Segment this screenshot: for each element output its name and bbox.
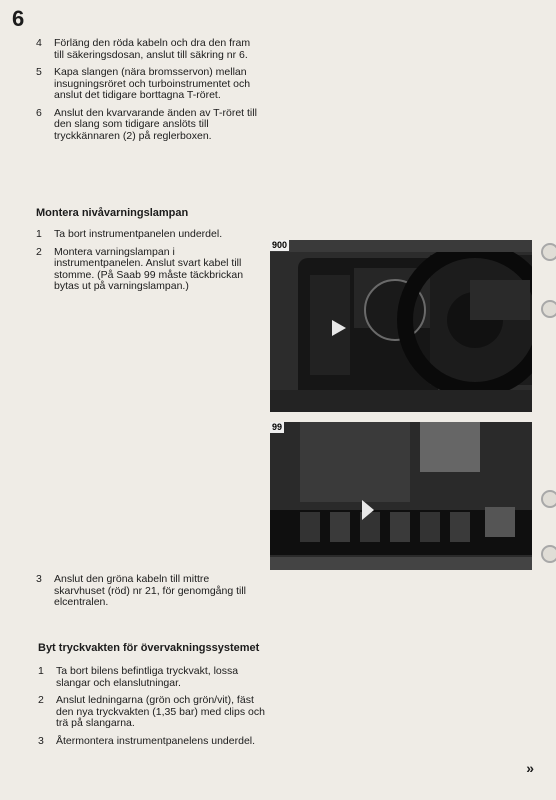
section1-steps	[36, 229, 262, 299]
list-item: 4 Förläng den röda kabeln och dra den fram till säkeringsdosan, anslut till säkring nr 6.	[36, 37, 251, 61]
photo-label-900: 900	[272, 240, 288, 250]
section-heading-pressure-switch: Byt tryckvakten för övervakningssystemet	[38, 642, 260, 654]
dashboard-photo-900	[270, 240, 532, 412]
binder-ring-icon	[541, 545, 556, 563]
photo-label-99: 99	[272, 422, 283, 432]
list-item: 2 Anslut ledningarna (grön och grön/vit), fäst den nya tryckvakten (1,35 bar) med clips och trä på slangarna.	[38, 694, 265, 729]
list-item: 3 Anslut den gröna kabeln till mittre skarvhuset (röd) nr 21, för genomgång till elcentralen.	[36, 573, 247, 608]
steps-top-list	[36, 38, 262, 148]
list-item: 2 Montera varningslampan i instrumentpanelen. Anslut svart kabel till stomme. (På Saab 99 måste täckbrickan bytas ut på varningslampan.)	[36, 245, 244, 292]
section1-step3	[36, 574, 262, 615]
dashboard-99-image	[270, 422, 532, 570]
list-item: 1 Ta bort bilens befintliga tryckvakt, lossa slangar och elanslutningar.	[38, 665, 239, 689]
page-number: 6	[12, 6, 25, 31]
dashboard-photo-99	[270, 422, 532, 570]
binder-ring-icon	[541, 300, 556, 318]
list-item: 1 Ta bort instrumentpanelen underdel.	[36, 228, 223, 240]
next-page-arrow-icon: »	[526, 760, 534, 776]
section2-steps	[38, 666, 268, 753]
binder-ring-icon	[541, 490, 556, 508]
binder-ring-icon	[541, 243, 556, 261]
list-item: 3 Återmontera instrumentpanelens underdel.	[38, 734, 256, 747]
list-item: 5 Kapa slangen (nära bromsservon) mellan insugningsröret och turboinstrumentet och anslut det tidigare borttagna T-röret.	[36, 66, 251, 101]
list-item: 6 Anslut den kvarvarande änden av T-röret till den slang som tidigare anslöts till tryckkännaren (2) på reglerboxen.	[36, 106, 257, 142]
dashboard-900-image	[270, 240, 532, 412]
section-heading-warning-lamp: Montera nivåvarningslampan	[36, 207, 189, 219]
